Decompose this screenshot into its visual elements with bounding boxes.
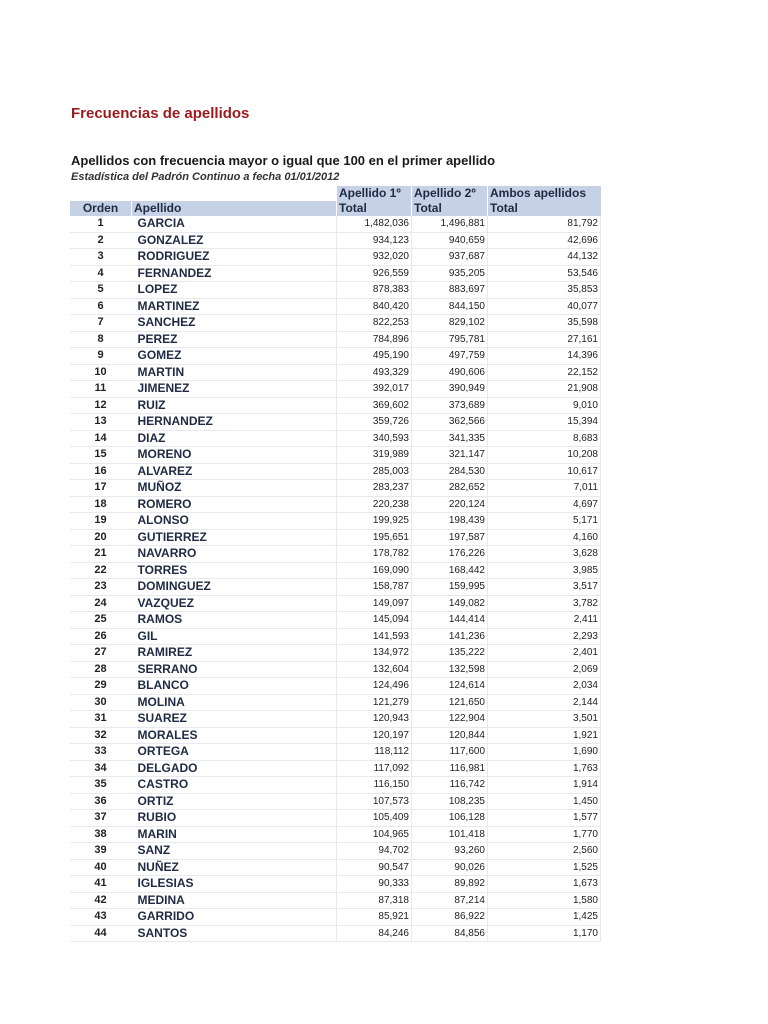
total-apellido-1-cell: 85,921	[337, 909, 412, 926]
rank-cell: 3	[70, 249, 132, 266]
table-row	[70, 216, 601, 232]
total-apellido-2-cell: 935,205	[412, 265, 488, 282]
total-apellido-1-cell: 158,787	[337, 579, 412, 596]
table-row	[70, 513, 601, 530]
total-apellido-2-cell: 87,214	[412, 892, 488, 909]
total-ambos-cell: 1,673	[488, 876, 601, 893]
surname-cell: RAMIREZ	[132, 645, 337, 662]
surname-cell: ALVAREZ	[132, 463, 337, 480]
total-ambos-cell: 1,770	[488, 826, 601, 843]
rank-cell: 2	[70, 232, 132, 249]
total-apellido-2-cell: 362,566	[412, 414, 488, 431]
table-row	[70, 546, 601, 563]
total-ambos-cell: 27,161	[488, 331, 601, 348]
surname-cell: ORTEGA	[132, 744, 337, 761]
total-ambos-cell: 2,144	[488, 694, 601, 711]
surname-cell: GARCIA	[132, 216, 337, 232]
table-row	[70, 595, 601, 612]
group-header-apellido-1: Apellido 1º	[337, 186, 412, 201]
table-row	[70, 397, 601, 414]
surname-cell: RAMOS	[132, 612, 337, 629]
total-apellido-2-cell: 93,260	[412, 843, 488, 860]
table-row	[70, 232, 601, 249]
rank-cell: 25	[70, 612, 132, 629]
rank-cell: 14	[70, 430, 132, 447]
rank-cell: 44	[70, 925, 132, 942]
rank-cell: 4	[70, 265, 132, 282]
total-ambos-cell: 1,450	[488, 793, 601, 810]
column-header-total-2: Total	[412, 201, 488, 216]
total-apellido-2-cell: 86,922	[412, 909, 488, 926]
total-apellido-1-cell: 340,593	[337, 430, 412, 447]
total-apellido-1-cell: 1,482,036	[337, 216, 412, 232]
total-apellido-2-cell: 390,949	[412, 381, 488, 398]
table-row	[70, 414, 601, 431]
table-row	[70, 265, 601, 282]
table-row	[70, 826, 601, 843]
total-apellido-1-cell: 495,190	[337, 348, 412, 365]
total-ambos-cell: 7,011	[488, 480, 601, 497]
group-header-ambos-apellidos: Ambos apellidos	[488, 186, 601, 201]
rank-cell: 5	[70, 282, 132, 299]
total-apellido-2-cell: 284,530	[412, 463, 488, 480]
total-apellido-1-cell: 120,197	[337, 727, 412, 744]
group-header-apellido-2: Apellido 2º	[412, 186, 488, 201]
surname-cell: FERNANDEZ	[132, 265, 337, 282]
table-row	[70, 447, 601, 464]
total-apellido-1-cell: 392,017	[337, 381, 412, 398]
rank-cell: 28	[70, 661, 132, 678]
total-apellido-2-cell: 829,102	[412, 315, 488, 332]
total-apellido-2-cell: 497,759	[412, 348, 488, 365]
table-row	[70, 249, 601, 266]
total-apellido-1-cell: 169,090	[337, 562, 412, 579]
rank-cell: 8	[70, 331, 132, 348]
total-apellido-1-cell: 369,602	[337, 397, 412, 414]
total-apellido-1-cell: 105,409	[337, 810, 412, 827]
table-row	[70, 628, 601, 645]
table-subheading: Estadística del Padrón Continuo a fecha 01/01/2012	[71, 171, 340, 183]
rank-cell: 24	[70, 595, 132, 612]
surname-cell: VAZQUEZ	[132, 595, 337, 612]
surname-cell: LOPEZ	[132, 282, 337, 299]
rank-cell: 20	[70, 529, 132, 546]
total-apellido-2-cell: 795,781	[412, 331, 488, 348]
table-row	[70, 744, 601, 761]
total-ambos-cell: 2,034	[488, 678, 601, 695]
total-ambos-cell: 3,501	[488, 711, 601, 728]
total-apellido-2-cell: 121,650	[412, 694, 488, 711]
total-apellido-1-cell: 141,593	[337, 628, 412, 645]
surname-cell: RODRIGUEZ	[132, 249, 337, 266]
surname-cell: IGLESIAS	[132, 876, 337, 893]
surname-cell: RUBIO	[132, 810, 337, 827]
rank-cell: 37	[70, 810, 132, 827]
surname-cell: GOMEZ	[132, 348, 337, 365]
total-apellido-1-cell: 145,094	[337, 612, 412, 629]
total-ambos-cell: 2,411	[488, 612, 601, 629]
rank-cell: 29	[70, 678, 132, 695]
rank-cell: 40	[70, 859, 132, 876]
rank-cell: 9	[70, 348, 132, 365]
table-row	[70, 793, 601, 810]
table-row	[70, 562, 601, 579]
total-apellido-2-cell: 198,439	[412, 513, 488, 530]
total-apellido-2-cell: 124,614	[412, 678, 488, 695]
total-apellido-1-cell: 926,559	[337, 265, 412, 282]
page-title: Frecuencias de apellidos	[71, 105, 250, 122]
total-apellido-2-cell: 135,222	[412, 645, 488, 662]
surname-cell: TORRES	[132, 562, 337, 579]
total-apellido-2-cell: 108,235	[412, 793, 488, 810]
surname-cell: GARRIDO	[132, 909, 337, 926]
surname-cell: GUTIERREZ	[132, 529, 337, 546]
total-ambos-cell: 2,401	[488, 645, 601, 662]
total-apellido-2-cell: 220,124	[412, 496, 488, 513]
surname-cell: SANCHEZ	[132, 315, 337, 332]
total-apellido-2-cell: 883,697	[412, 282, 488, 299]
group-header-row	[70, 186, 601, 201]
total-apellido-1-cell: 934,123	[337, 232, 412, 249]
total-apellido-1-cell: 359,726	[337, 414, 412, 431]
total-apellido-1-cell: 932,020	[337, 249, 412, 266]
rank-cell: 33	[70, 744, 132, 761]
surname-cell: MORALES	[132, 727, 337, 744]
rank-cell: 21	[70, 546, 132, 563]
total-ambos-cell: 2,293	[488, 628, 601, 645]
group-header-blank	[132, 186, 337, 201]
total-apellido-2-cell: 149,082	[412, 595, 488, 612]
total-ambos-cell: 42,696	[488, 232, 601, 249]
rank-cell: 30	[70, 694, 132, 711]
surname-cell: MORENO	[132, 447, 337, 464]
surname-cell: MEDINA	[132, 892, 337, 909]
total-ambos-cell: 10,208	[488, 447, 601, 464]
rank-cell: 13	[70, 414, 132, 431]
total-apellido-1-cell: 149,097	[337, 595, 412, 612]
total-apellido-1-cell: 220,238	[337, 496, 412, 513]
total-apellido-1-cell: 90,547	[337, 859, 412, 876]
table-row	[70, 496, 601, 513]
rank-cell: 22	[70, 562, 132, 579]
total-apellido-1-cell: 195,651	[337, 529, 412, 546]
total-apellido-2-cell: 321,147	[412, 447, 488, 464]
rank-cell: 6	[70, 298, 132, 315]
total-ambos-cell: 14,396	[488, 348, 601, 365]
table-row	[70, 892, 601, 909]
total-apellido-2-cell: 197,587	[412, 529, 488, 546]
total-apellido-1-cell: 116,150	[337, 777, 412, 794]
rank-cell: 41	[70, 876, 132, 893]
table-heading: Apellidos con frecuencia mayor o igual que 100 en el primer apellido	[71, 153, 496, 168]
table-row	[70, 876, 601, 893]
total-ambos-cell: 1,577	[488, 810, 601, 827]
rank-cell: 43	[70, 909, 132, 926]
total-apellido-1-cell: 124,496	[337, 678, 412, 695]
table-row	[70, 711, 601, 728]
total-apellido-1-cell: 878,383	[337, 282, 412, 299]
total-ambos-cell: 15,394	[488, 414, 601, 431]
total-ambos-cell: 1,763	[488, 760, 601, 777]
rank-cell: 10	[70, 364, 132, 381]
table-row	[70, 859, 601, 876]
total-apellido-2-cell: 84,856	[412, 925, 488, 942]
total-apellido-2-cell: 89,892	[412, 876, 488, 893]
surname-cell: SUAREZ	[132, 711, 337, 728]
table-row	[70, 645, 601, 662]
column-header-total-ambos: Total	[488, 201, 601, 216]
total-apellido-1-cell: 104,965	[337, 826, 412, 843]
total-apellido-1-cell: 285,003	[337, 463, 412, 480]
rank-cell: 19	[70, 513, 132, 530]
total-ambos-cell: 1,690	[488, 744, 601, 761]
total-apellido-2-cell: 132,598	[412, 661, 488, 678]
surname-frequency-table	[69, 186, 601, 942]
total-apellido-2-cell: 144,414	[412, 612, 488, 629]
total-ambos-cell: 81,792	[488, 216, 601, 232]
total-apellido-2-cell: 1,496,881	[412, 216, 488, 232]
total-apellido-1-cell: 283,237	[337, 480, 412, 497]
table-row	[70, 331, 601, 348]
table-row	[70, 298, 601, 315]
total-apellido-1-cell: 784,896	[337, 331, 412, 348]
total-apellido-1-cell: 493,329	[337, 364, 412, 381]
surname-cell: BLANCO	[132, 678, 337, 695]
total-apellido-1-cell: 120,943	[337, 711, 412, 728]
total-apellido-1-cell: 121,279	[337, 694, 412, 711]
rank-cell: 12	[70, 397, 132, 414]
rank-cell: 16	[70, 463, 132, 480]
total-apellido-1-cell: 118,112	[337, 744, 412, 761]
rank-cell: 35	[70, 777, 132, 794]
table-row	[70, 925, 601, 942]
surname-cell: MOLINA	[132, 694, 337, 711]
total-apellido-2-cell: 122,904	[412, 711, 488, 728]
surname-cell: SERRANO	[132, 661, 337, 678]
total-apellido-2-cell: 117,600	[412, 744, 488, 761]
total-ambos-cell: 2,069	[488, 661, 601, 678]
total-apellido-2-cell: 940,659	[412, 232, 488, 249]
surname-cell: RUIZ	[132, 397, 337, 414]
table-row	[70, 777, 601, 794]
rank-cell: 36	[70, 793, 132, 810]
total-ambos-cell: 35,598	[488, 315, 601, 332]
surname-cell: MUÑOZ	[132, 480, 337, 497]
total-ambos-cell: 35,853	[488, 282, 601, 299]
table-row	[70, 612, 601, 629]
surname-cell: GONZALEZ	[132, 232, 337, 249]
total-apellido-2-cell: 141,236	[412, 628, 488, 645]
surname-cell: MARIN	[132, 826, 337, 843]
table-row	[70, 348, 601, 365]
total-apellido-1-cell: 178,782	[337, 546, 412, 563]
total-apellido-1-cell: 199,925	[337, 513, 412, 530]
table-row	[70, 909, 601, 926]
total-ambos-cell: 10,617	[488, 463, 601, 480]
rank-cell: 31	[70, 711, 132, 728]
table-row	[70, 678, 601, 695]
table-row	[70, 529, 601, 546]
total-apellido-1-cell: 319,989	[337, 447, 412, 464]
total-apellido-2-cell: 159,995	[412, 579, 488, 596]
total-ambos-cell: 1,425	[488, 909, 601, 926]
table-row	[70, 315, 601, 332]
total-apellido-1-cell: 132,604	[337, 661, 412, 678]
table-row	[70, 661, 601, 678]
table-row	[70, 381, 601, 398]
total-ambos-cell: 21,908	[488, 381, 601, 398]
total-ambos-cell: 1,170	[488, 925, 601, 942]
surname-cell: MARTIN	[132, 364, 337, 381]
total-apellido-1-cell: 87,318	[337, 892, 412, 909]
total-apellido-1-cell: 134,972	[337, 645, 412, 662]
total-ambos-cell: 3,628	[488, 546, 601, 563]
surname-cell: ROMERO	[132, 496, 337, 513]
rank-cell: 39	[70, 843, 132, 860]
table-row	[70, 727, 601, 744]
group-header-blank	[70, 186, 132, 201]
total-apellido-1-cell: 90,333	[337, 876, 412, 893]
rank-cell: 23	[70, 579, 132, 596]
rank-cell: 42	[70, 892, 132, 909]
rank-cell: 17	[70, 480, 132, 497]
total-apellido-2-cell: 176,226	[412, 546, 488, 563]
table-row	[70, 364, 601, 381]
surname-cell: HERNANDEZ	[132, 414, 337, 431]
total-ambos-cell: 5,171	[488, 513, 601, 530]
surname-cell: GIL	[132, 628, 337, 645]
total-ambos-cell: 9,010	[488, 397, 601, 414]
total-ambos-cell: 4,697	[488, 496, 601, 513]
total-ambos-cell: 3,985	[488, 562, 601, 579]
total-apellido-2-cell: 937,687	[412, 249, 488, 266]
rank-cell: 15	[70, 447, 132, 464]
column-header-total-1: Total	[337, 201, 412, 216]
total-ambos-cell: 1,921	[488, 727, 601, 744]
total-apellido-2-cell: 373,689	[412, 397, 488, 414]
total-ambos-cell: 3,517	[488, 579, 601, 596]
total-apellido-1-cell: 84,246	[337, 925, 412, 942]
surname-cell: PEREZ	[132, 331, 337, 348]
surname-cell: ORTIZ	[132, 793, 337, 810]
surname-cell: SANZ	[132, 843, 337, 860]
total-ambos-cell: 44,132	[488, 249, 601, 266]
surname-cell: ALONSO	[132, 513, 337, 530]
table-row	[70, 463, 601, 480]
total-ambos-cell: 1,525	[488, 859, 601, 876]
column-header-row	[70, 201, 601, 216]
surname-cell: NUÑEZ	[132, 859, 337, 876]
table-row	[70, 694, 601, 711]
surname-cell: NAVARRO	[132, 546, 337, 563]
total-ambos-cell: 8,683	[488, 430, 601, 447]
table-body	[70, 216, 601, 942]
total-apellido-2-cell: 282,652	[412, 480, 488, 497]
table-row	[70, 579, 601, 596]
total-ambos-cell: 1,914	[488, 777, 601, 794]
rank-cell: 18	[70, 496, 132, 513]
surname-cell: DOMINGUEZ	[132, 579, 337, 596]
total-apellido-1-cell: 94,702	[337, 843, 412, 860]
total-apellido-2-cell: 168,442	[412, 562, 488, 579]
total-apellido-2-cell: 106,128	[412, 810, 488, 827]
rank-cell: 1	[70, 216, 132, 232]
surname-cell: CASTRO	[132, 777, 337, 794]
total-apellido-1-cell: 822,253	[337, 315, 412, 332]
surname-cell: DIAZ	[132, 430, 337, 447]
surname-cell: DELGADO	[132, 760, 337, 777]
total-apellido-2-cell: 90,026	[412, 859, 488, 876]
total-apellido-2-cell: 490,606	[412, 364, 488, 381]
rank-cell: 32	[70, 727, 132, 744]
total-apellido-2-cell: 120,844	[412, 727, 488, 744]
rank-cell: 26	[70, 628, 132, 645]
total-apellido-2-cell: 116,742	[412, 777, 488, 794]
total-apellido-2-cell: 116,981	[412, 760, 488, 777]
surname-cell: JIMENEZ	[132, 381, 337, 398]
rank-cell: 27	[70, 645, 132, 662]
table-row	[70, 810, 601, 827]
total-ambos-cell: 3,782	[488, 595, 601, 612]
column-header-orden: Orden	[70, 201, 132, 216]
total-ambos-cell: 22,152	[488, 364, 601, 381]
table-row	[70, 760, 601, 777]
surname-cell: MARTINEZ	[132, 298, 337, 315]
total-ambos-cell: 4,160	[488, 529, 601, 546]
surname-cell: SANTOS	[132, 925, 337, 942]
total-ambos-cell: 40,077	[488, 298, 601, 315]
column-header-apellido: Apellido	[132, 201, 337, 216]
total-apellido-1-cell: 107,573	[337, 793, 412, 810]
total-ambos-cell: 2,560	[488, 843, 601, 860]
table-row	[70, 480, 601, 497]
rank-cell: 38	[70, 826, 132, 843]
total-apellido-2-cell: 341,335	[412, 430, 488, 447]
total-apellido-2-cell: 101,418	[412, 826, 488, 843]
rank-cell: 11	[70, 381, 132, 398]
table-row	[70, 430, 601, 447]
rank-cell: 34	[70, 760, 132, 777]
total-apellido-2-cell: 844,150	[412, 298, 488, 315]
total-ambos-cell: 1,580	[488, 892, 601, 909]
total-apellido-1-cell: 117,092	[337, 760, 412, 777]
table-row	[70, 843, 601, 860]
table-row	[70, 282, 601, 299]
total-apellido-1-cell: 840,420	[337, 298, 412, 315]
total-ambos-cell: 53,546	[488, 265, 601, 282]
rank-cell: 7	[70, 315, 132, 332]
